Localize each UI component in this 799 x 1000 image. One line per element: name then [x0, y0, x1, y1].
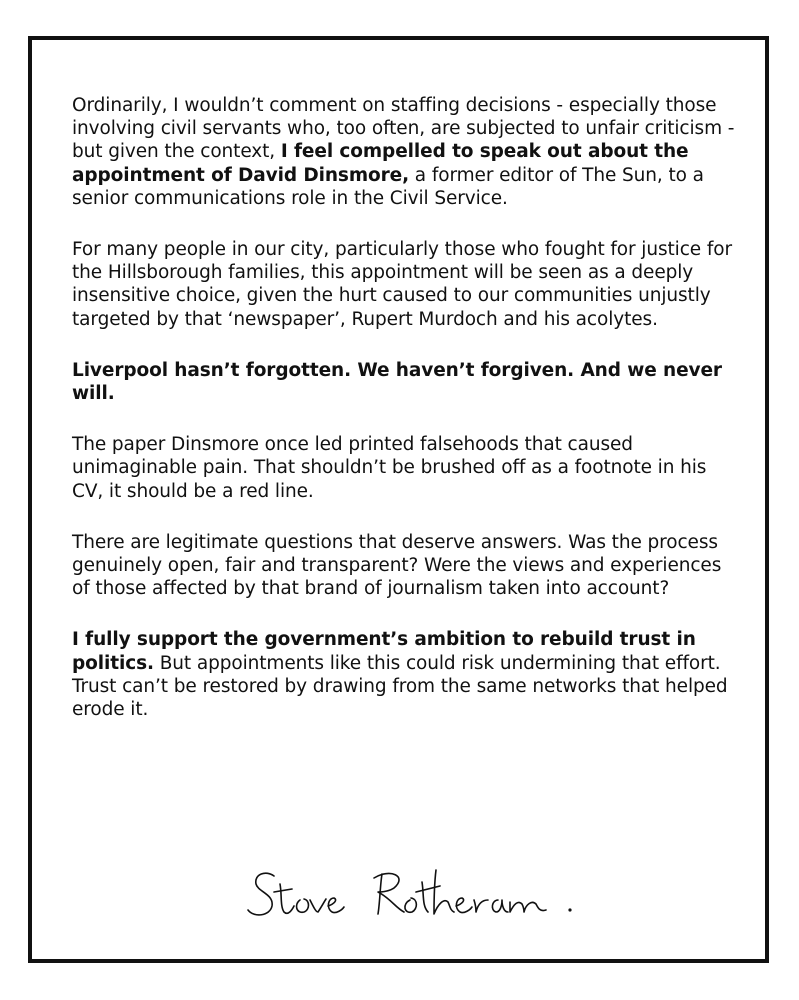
bold-text: Liverpool hasn’t forgotten. We haven’t forgiven. And we never will. — [72, 359, 722, 405]
body-text: For many people in our city, particularly those who fought for justice for the Hillsborough families, this appointment will be seen as a deeply insensitive choice, given the hurt caused to our communities unjustly targeted by that ‘newspaper’, Rupert Murdoch and his acolytes. — [72, 239, 732, 330]
letter-paragraph — [72, 94, 737, 210]
letter-paragraph — [72, 238, 737, 331]
letter-paragraph — [72, 628, 737, 721]
body-text: The paper Dinsmore once led printed falsehoods that caused unimaginable pain. That shouldn’t be brushed off as a footnote in his CV, it should be a red line. — [72, 434, 707, 502]
letter-body — [72, 94, 737, 749]
handwritten-signature-icon — [244, 862, 584, 932]
body-text: a former editor of The Sun, to a senior communications role in the Civil Service. — [72, 164, 704, 209]
body-text: Ordinarily, I wouldn’t comment on staffing decisions - especially those involving civil servants who, too often, are subjected to unfair criticism - but given the context, — [72, 95, 735, 163]
letter-paragraph — [72, 359, 737, 405]
body-text: There are legitimate questions that deserve answers. Was the process genuinely open, fair and transparent? Were the views and experiences of those affected by that brand of journalism taken into account? — [72, 531, 722, 600]
bold-text: I fully support the government’s ambition to rebuild trust in politics. — [72, 629, 696, 674]
body-text: But appointments like this could risk undermining that effort. Trust can’t be restored by drawing from the same networks that helped erode it. — [72, 652, 728, 721]
letter-paragraph — [72, 531, 737, 601]
bold-text: I feel compelled to speak out about the appointment of David Dinsmore, — [72, 141, 689, 186]
signature — [244, 862, 584, 932]
letter-paragraph — [72, 433, 737, 503]
